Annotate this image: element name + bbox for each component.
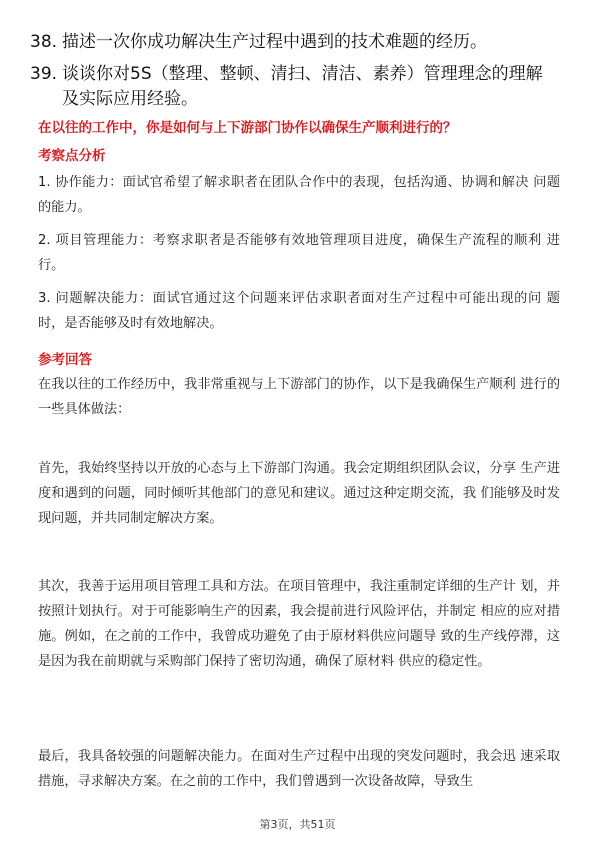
text-line: 供应的稳定性。: [398, 654, 491, 669]
analysis-title: 考察点分析: [38, 148, 106, 164]
answer-paragraph-3: [38, 744, 560, 794]
text-line: 在我以往的工作经历中，我非常重视与上下游部门的协作，以下是我确保生产顺利: [38, 377, 516, 392]
answer-intro: [38, 372, 560, 422]
text-line: 致的生产线停滞，这是因为我在前期就与采购部门保持了密切沟通，确保了原材料: [38, 629, 561, 669]
text-line: 3. 问题解决能力：面试官通过这个问题来评估求职者面对生产过程中可能出现的问: [38, 291, 542, 306]
answer-title: 参考回答: [38, 352, 92, 368]
text-line: 首先，我始终坚持以开放的心态与上下游部门沟通。我会定期组织团队会议，分享: [38, 461, 516, 476]
analysis-point-3: [38, 286, 560, 336]
text-line: 问题的能力。: [38, 175, 561, 215]
question-text: 谈谈你对5S（整理、整顿、清扫、清洁、素养）管理理念的理解: [62, 64, 543, 84]
answer-paragraph-2: [38, 574, 560, 674]
text-line: 进行。: [38, 233, 560, 273]
question-number: 38.: [30, 32, 58, 52]
question-text-cont: 及实际应用经验。: [62, 89, 198, 109]
text-line: 其次，我善于运用项目管理工具和方法。在项目管理中，我注重制定详细的生产计: [38, 579, 516, 594]
page-number: 第3页，共51页: [259, 818, 336, 831]
text-line: 1. 协作能力：面试官希望了解求职者在团队合作中的表现，包括沟通、协调和解决: [38, 175, 529, 190]
text-line: 2. 项目管理能力：考察求职者是否能够有效地管理项目进度，确保生产流程的顺利: [38, 233, 542, 248]
analysis-point-2: [38, 228, 560, 278]
question-39: [30, 62, 560, 112]
text-line: 们能够及时发现问题，并共同制定解决方案。: [38, 486, 561, 526]
text-line: 题时，是否能够及时有效地解决。: [38, 291, 560, 331]
analysis-point-1: [38, 170, 560, 220]
text-line: 进行的一些具体做法：: [38, 377, 561, 417]
question-text: 描述一次你成功解决生产过程中遇到的技术难题的经历。: [62, 32, 487, 52]
question-number: 39.: [30, 64, 58, 84]
answer-paragraph-1: [38, 456, 560, 531]
text-line: 最后，我具备较强的问题解决能力。在面对生产过程中出现的突发问题时，我会迅: [38, 749, 516, 764]
text-line: 相应的应对措施。例如，在之前的工作中，我曾成功避免了由于原材料供应问题导: [38, 604, 561, 644]
text-line: 划，并按照计划执行。对于可能影响生产的因素，我会提前进行风险评估，并制定: [38, 579, 561, 619]
question-38: [30, 30, 560, 55]
text-line: 速采取措施，寻求解决方案。在之前的工作中，我们曾遇到一次设备故障，导致生: [38, 749, 561, 789]
text-line: 生产进度和遇到的问题，同时倾听其他部门的意见和建议。通过这种定期交流，我: [38, 461, 561, 501]
current-question: 在以往的工作中，你是如何与上下游部门协作以确保生产顺利进行的？: [38, 120, 457, 136]
